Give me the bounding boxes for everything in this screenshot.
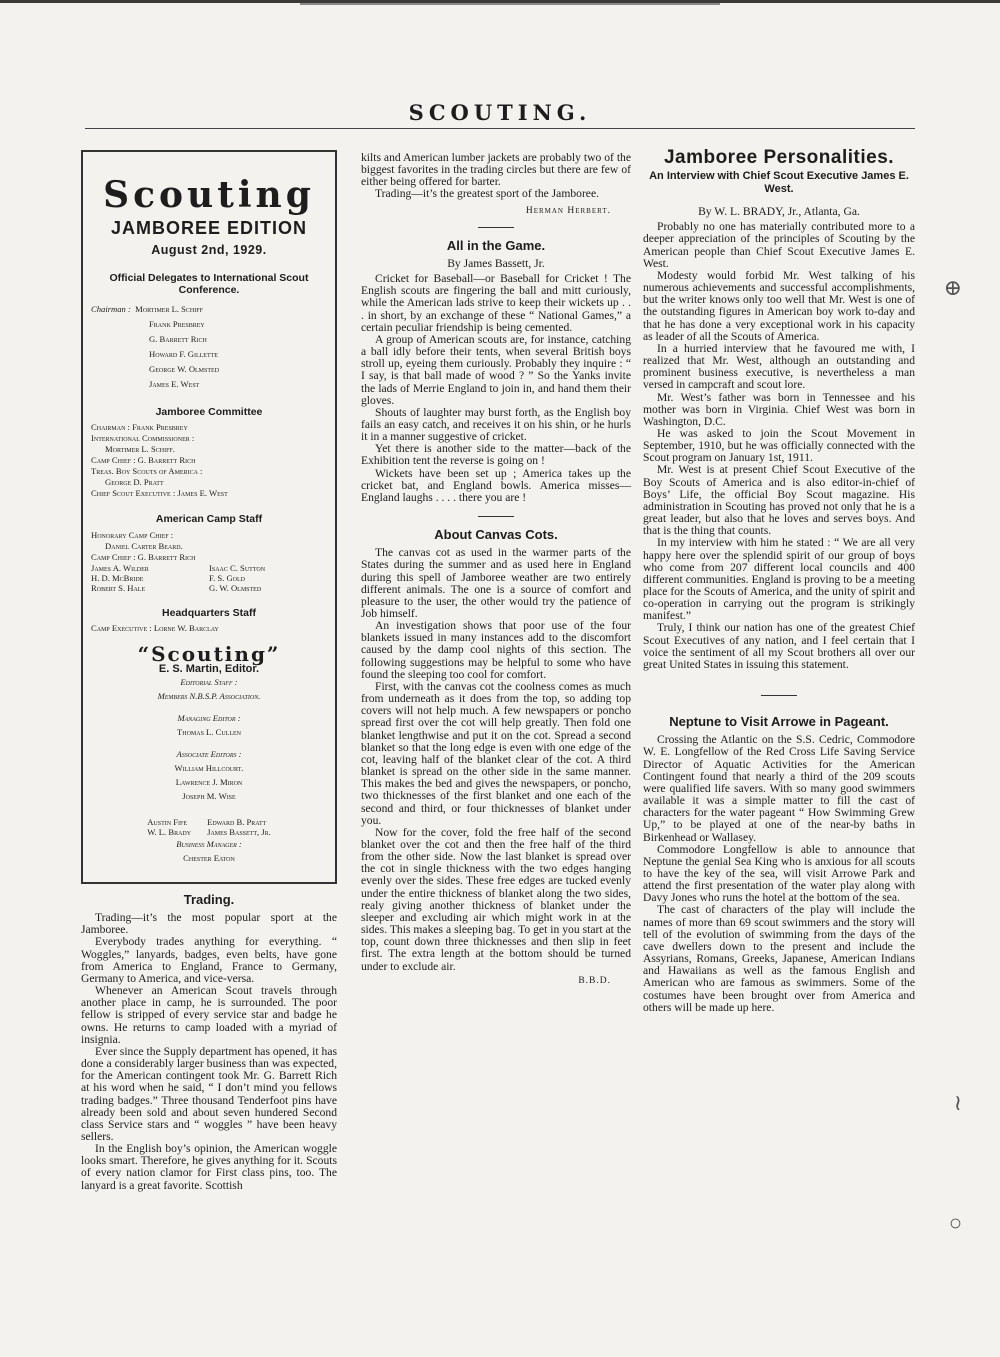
editorial-line: Thomas L. Cullen [176,727,241,738]
neptune-heading: Neptune to Visit Arrowe in Pageant. [669,714,889,730]
paragraph: kilts and American lumber jackets are probably two of the biggest favorites in the trading circles but there are few of either being offered for barter. [361,151,631,189]
box-title: Scouting [103,174,315,216]
byline: By James Bassett, Jr. [447,256,545,270]
staff-name: Isaac C. Sutton [209,562,266,573]
paragraph: Mr. West is at present Chief Scout Executive of the Boy Scouts of America and is also editor-in-chief of Boys’ Life, the official Boy Scout magazine. His administration in Scouting has proved not only that he is a great leader, but also that he loves and serves boys. And that is the thing that counts. [643,463,915,538]
committee-line: George D. Pratt [105,477,164,488]
top-edge-line-2 [300,3,720,5]
editorial-line: Editorial Staff : [180,677,238,688]
paragraph: The canvas cot as used in the warmer parts of the States during the summer and as used here in England during this spell of Jamboree weather are two entirely different animals. The one is a source of comfort and pleasure to the user, the other would try the patience of Job himself. [361,546,631,620]
committee-line: Mortimer L. Schiff. [105,444,175,455]
editorial-line: Members N.B.S.P. Association. [157,691,261,702]
paragraph: In my interview with him he stated : “ We are all very happy here over the splendid spirit of our group of boys who come from 207 different local councils and 400 different communities. England is proving to be a meeting place for the Scouts of America, and the unity of spirit and co-operation in carrying out the program is strikingly manifest.” [643,536,915,623]
paragraph: Commodore Longfellow is able to announce that Neptune the genial Sea King who is anxious for all scouts to have the key of the sea, will visit Arrowe Park and attend the first presentation of the water play along with Davy Jones who runs the hotel at the bottom of the sea. [643,842,915,905]
committee-heading: Jamboree Committee [155,406,263,419]
staff-name: James Bassett, Jr. [207,827,271,838]
binder-hole-mark: ○ [948,1210,962,1235]
paragraph: Truly, I think our nation has one of the greatest Chief Scout Executives of any nation, and I feel certain that I voice the sentiment of all my Scout brothers all over our great United States in issuing this statement. [643,621,915,671]
staff-heading: American Camp Staff [155,513,263,526]
canvas-cots-heading: About Canvas Cots. [434,527,558,543]
binder-hole-mark: ≀ [953,1090,962,1115]
personalities-subheading: An Interview with Chief Scout Executive James E. West. [649,170,909,196]
paragraph: Shouts of laughter may burst forth, as the English boy fails an easy catch, and receives it on his shin, or he hurls it in a manner suggestive of cricket. [361,405,631,444]
staff-name: W. L. Brady [147,827,192,838]
editorial-line: Lawrence J. Miron [175,777,243,788]
delegate-line: Frank Presbrey [149,319,205,330]
business-label: Business Manager : [176,839,242,850]
staff-line: Camp Chief : G. Barrett Rich [91,551,196,562]
staff-name: Robert S. Hale [91,582,146,593]
byline: By W. L. BRADY, Jr., Atlanta, Ga. [698,205,860,219]
all-in-the-game-heading: All in the Game. [446,237,546,253]
paragraph: Modesty would forbid Mr. West talking of his numerous achievements and successful accomplishments, but the writer knows only too well that Mr. West is one of the outstanding figures in American boy work to-day and that he has done a very exceptional work in his capacity as leader of all the Scouts of America. [643,268,915,343]
delegate-line: Howard F. Gillette [149,349,218,360]
committee-line: Chairman : Frank Presbrey [91,422,188,433]
paragraph: In the English boy’s opinion, the American woggle looks smart. Therefore, he gives anything for it. Scouts of every nation clamor for First class pins, too. The lanyard is a great favorite. Scottish [81,1142,337,1192]
column-1 [81,150,337,1192]
separator [478,516,514,517]
hq-line: Camp Executive : Lorne W. Barclay [91,622,219,633]
column-3 [643,147,915,1014]
delegate-name: Mortimer L. Schiff [130,304,203,315]
paragraph: He was asked to join the Scout Movement in September, 1910, but he was officially connected with the Scout program on January 1st, 1911. [643,426,915,465]
staff-name: H. D. McBride [91,572,144,583]
staff-line: Daniel Carter Beard. [105,540,183,551]
editorial-line: Managing Editor : [177,713,241,724]
box-edition: JAMBOREE EDITION [110,218,308,238]
paragraph: Mr. West’s father was born in Tennessee and his mother was born in Virginia. Chief West was born in Washington, D.C. [643,390,915,428]
paragraph: Wickets have been set up ; America takes up the cricket bat, and England bowls. America misses—England laughs . . . . there you are ! [361,466,631,504]
paragraph: A group of American scouts are, for instance, catching a ball idly before their tents, when several British boys stroll up, eyeing them curiously. Probably they inquire : “ I say, is that ball made of wood ? ” So the Yanks invite the lads of Merrie England to join in, and hand them their gloves. [361,332,631,407]
staff-line: Honorary Camp Chief : [91,529,174,540]
separator [478,227,514,228]
byline-signature: B.B.D. [578,975,611,986]
hq-heading: Headquarters Staff [162,606,256,619]
separator [761,695,797,696]
staff-pair [91,583,327,593]
staff-name: F. S. Gold [209,572,246,583]
staff-pair-2 [91,817,327,837]
personalities-heading: Jamboree Personalities. [663,147,895,168]
paragraph: Crossing the Atlantic on the S.S. Cedric, Commodore W. E. Longfellow of the Red Cross Life Saving Service Director of Aquatic Activities for the American Contingent found that nearly a third of the 209 scouts were qualified life savers. With so many good swimmers available it was a simple matter to fill the cast of characters for the water pageant “ How Swimming Grew Up,” to be played at one of the near-by baths in Birkenhead or Wallasey. [643,733,915,844]
byline-signature: Herman Herbert. [525,205,611,216]
paragraph: Now for the cover, fold the free half of the second blanket over the cot and then the free half of the third from the other side. Now the last blanket is spread over the cot in single thickness with the two edges hanging evenly over the sides. These free edges are tucked evenly under the entire thickness of blanket along the two sides, realy giving another thickness of blanket under the sleeper and excluding air which might work in at the sides. This makes a sleeping bag. To get in you start at the top, count down three thicknesses and then slip in feet first. The extra length at the bottom should be turned under to exclude air. [361,825,631,973]
editorial-line: William Hillcourt. [174,763,244,774]
masthead-box [81,150,337,884]
business-name: Chester Eaton [183,853,235,864]
paragraph: First, with the canvas cot the coolness comes as much from underneath as it does from the top, so adding top covers will not help much. A few newspapers or poncho spread first over the cot will help greatly. Then fold one blanket lengthwise and put it on the cot. Spread a second blanket so that the long edge is even with one edge of the cot, leaving half of the blanket clear of the cot. A third blanket is spread on the other side in the same manner. This makes the bed and gives the newspapers, or poncho, two thicknesses of the first blanket and one each of the second and third, or four thicknesses of blanket under you. [361,679,631,827]
paragraph: Yet there is another side to the matter—back of the Exhibition tent the reverse is going on ! [361,442,631,468]
paragraph: Everybody trades anything for everything. “ Woggles,” lanyards, badges, even belts, have gone from America to England, France to Germany, Germany to America, and vice-versa. [81,935,337,985]
paper-title: “Scouting” [137,641,281,666]
paragraph: Probably no one has materially contributed more to a deeper appreciation of the principles of Scouting by the American people than Chief Scout Executive James E. West. [643,220,915,270]
editorial-line: Joseph M. Wise [182,791,236,802]
staff-pair [91,563,327,573]
paragraph: An investigation shows that poor use of the four blankets issued in many instances add to the discomfort caused by the damp cool nights of this section. The following suggestions may be helpful to some who have found the sleeping too cool for comfort. [361,619,631,681]
staff-name: Austin Fife [147,817,187,828]
committee-line: International Commissioner : [91,433,195,444]
staff-name: G. W. Olmsted [209,582,262,593]
delegate-line: G. Barrett Rich [149,334,207,345]
paragraph: Trading—it’s the greatest sport of the Jamboree. [375,187,599,201]
box-date: August 2nd, 1929. [151,243,267,258]
column-2 [361,152,631,997]
paragraph: Whenever an American Scout travels through another place in camp, he is surrounded. The poor fellow is stripped of every service star and badge he owns. He returns to camp loaded with a myriad of insignia. [81,984,337,1046]
trading-heading: Trading. [183,892,235,907]
masthead-title: SCOUTING. [408,100,592,125]
delegate-role: Chairman : [91,304,131,315]
paragraph: Cricket for Baseball—or Baseball for Cricket ! The English scouts are fingering the ball and mitt curiously, while the American lads strive to keep their wickets up . . . in short, by an exchange of these “ National Games,” a certain peculiar friendship is being cemented. [361,272,631,334]
committee-line: Chief Scout Executive : James E. West [91,488,228,499]
delegate-line: George W. Olmsted [149,364,220,375]
editorial-line: Associate Editors : [176,749,242,760]
staff-name: Edward B. Pratt [207,817,267,828]
committee-line: Treas. Boy Scouts of America : [91,466,203,477]
masthead-rule [85,128,915,129]
delegates-heading: Official Delegates to International Scout Conference. [109,272,309,297]
paragraph: Trading—it’s the most popular sport at the Jamboree. [81,911,337,937]
committee-line: Camp Chief : G. Barrett Rich [91,455,196,466]
paragraph: In a hurried interview that he favoured me with, I realized that Mr. West, although an outstanding and prominent business executive, is nevertheless a man versed in campcraft and scout lore. [643,341,915,392]
paragraph: Ever since the Supply department has opened, it has done a considerably larger business than was expected, for the American contingent took Mr. G. Barrett Rich at his word when he said, “ I don’t mind you fellows trading badges.” Three thousand Tenderfoot pins have already been sold and about seven hundered Second class Service stars and “ woggles ” have been heavy sellers. [81,1044,337,1143]
paragraph: The cast of characters of the play will include the names of more than 69 scout swimmers and the story will tell of the evolution of swimming from the days of the cave dwellers down to the present and include the Assyrians, Romans, Greeks, Japanese, American Indians and Hawaiians as well as the famous English and American who are famous as swimmers. Some of the costumes have been brought over from America and others will be made up here. [643,903,915,1014]
editor-line: E. S. Martin, Editor. [158,662,260,675]
delegate-line [91,302,327,317]
staff-name: James A. Wilder [91,562,149,573]
delegate-line: James E. West [149,379,200,390]
staff-pair [91,573,327,583]
binder-hole-mark: ⊕ [943,275,962,300]
